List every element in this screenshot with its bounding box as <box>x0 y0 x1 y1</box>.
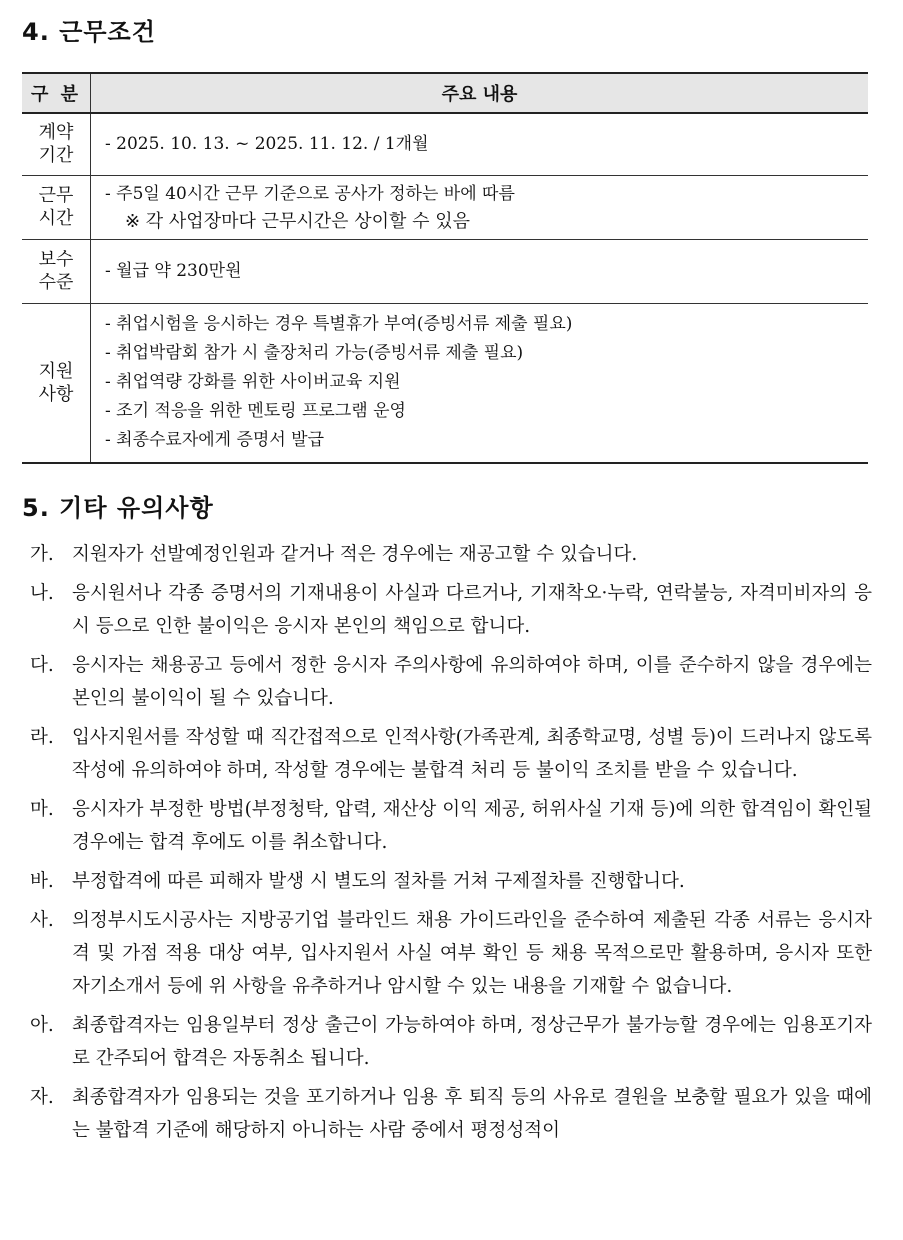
item-text: 지원자가 선발예정인원과 같거나 적은 경우에는 재공고할 수 있습니다. <box>72 544 638 565</box>
item-marker: 가. <box>30 544 54 565</box>
item-text: 응시자가 부정한 방법(부정청탁, 압력, 재산상 이익 제공, 허위사실 기재 등)에 의한 합격임이 확인될 경우에는 합격 후에도 이를 취소합니다. <box>72 799 872 853</box>
item-text: 입사지원서를 작성할 때 직간접적으로 인적사항(가족관계, 최종학교명, 성별 등)이 드러나지 않도록 작성에 유의하여야 하며, 작성할 경우에는 불합격 처리 등 불이익 조치를 받을 수 있습니다. <box>72 727 872 781</box>
list-item <box>30 577 872 643</box>
content-line: - 취업역량 강화를 위한 사이버교육 지원 <box>105 372 401 393</box>
table-header-row <box>22 73 868 113</box>
content-note: ※ 각 사업장마다 근무시간은 상이할 수 있음 <box>125 210 471 232</box>
item-text: 응시원서나 각종 증명서의 기재내용이 사실과 다르거나, 기재착오·누락, 연락불능, 자격미비자의 응시 등으로 인한 불이익은 응시자 본인의 책임으로 합니다. <box>72 583 872 637</box>
row-content <box>91 303 869 463</box>
section-4-heading: 4. 근무조건 <box>22 18 156 46</box>
notice-list <box>30 538 872 1153</box>
content-line: - 취업시험을 응시하는 경우 특별휴가 부여(증빙서류 제출 필요) <box>105 314 573 335</box>
item-marker: 나. <box>30 583 54 604</box>
section-5-heading: 5. 기타 유의사항 <box>22 494 214 522</box>
item-text: 응시자는 채용공고 등에서 정한 응시자 주의사항에 유의하여야 하며, 이를 준수하지 않을 경우에는 본인의 불이익이 될 수 있습니다. <box>72 655 872 709</box>
item-marker: 사. <box>30 910 54 931</box>
row-label: 보수 수준 <box>22 239 91 303</box>
list-item <box>30 649 872 715</box>
row-salary <box>22 239 868 303</box>
row-label: 지원 사항 <box>22 303 91 463</box>
item-text: 최종합격자가 임용되는 것을 포기하거나 임용 후 퇴직 등의 사유로 결원을 보충할 필요가 있을 때에는 불합격 기준에 해당하지 아니하는 사람 중에서 평정성적이 <box>72 1087 872 1141</box>
row-contract-period <box>22 113 868 175</box>
item-marker: 자. <box>30 1087 54 1108</box>
content-line: - 조기 적응을 위한 멘토링 프로그램 운영 <box>105 401 406 422</box>
list-item <box>30 865 872 898</box>
item-marker: 마. <box>30 799 54 820</box>
list-item <box>30 904 872 1003</box>
row-label: 근무 시간 <box>22 175 91 239</box>
content-line: - 최종수료자에게 증명서 발급 <box>105 430 325 451</box>
header-main-content: 주요 내용 <box>91 73 869 113</box>
row-content <box>91 239 869 303</box>
item-text: 의정부시도시공사는 지방공기업 블라인드 채용 가이드라인을 준수하여 제출된 각종 서류는 응시자격 및 가점 적용 대상 여부, 입사지원서 사실 여부 확인 등 채용 목적으로만 활용하며, 응시자 또한 자기소개서 등에 위 사항을 유추하거나 암시할 수 있는 내용을 기재할 수 없습니다. <box>72 910 872 997</box>
item-marker: 다. <box>30 655 54 676</box>
row-content <box>91 113 869 175</box>
content-line: - 주5일 40시간 근무 기준으로 공사가 정하는 바에 따름 <box>105 183 515 204</box>
list-item <box>30 793 872 859</box>
content-line: - 월급 약 230만원 <box>105 260 242 281</box>
item-text: 최종합격자는 임용일부터 정상 출근이 가능하여야 하며, 정상근무가 불가능할 경우에는 임용포기자로 간주되어 합격은 자동취소 됩니다. <box>72 1015 872 1069</box>
row-working-hours <box>22 175 868 239</box>
row-support <box>22 303 868 463</box>
list-item <box>30 1081 872 1147</box>
item-marker: 바. <box>30 871 54 892</box>
list-item <box>30 1009 872 1075</box>
item-marker: 라. <box>30 727 54 748</box>
row-content <box>91 175 869 239</box>
list-item <box>30 721 872 787</box>
work-conditions-table <box>22 72 868 464</box>
item-marker: 아. <box>30 1015 54 1036</box>
header-category: 구 분 <box>22 73 91 113</box>
list-item <box>30 538 872 571</box>
row-label: 계약 기간 <box>22 113 91 175</box>
item-text: 부정합격에 따른 피해자 발생 시 별도의 절차를 거쳐 구제절차를 진행합니다. <box>72 871 685 892</box>
content-line: - 2025. 10. 13. ~ 2025. 11. 12. / 1개월 <box>105 133 429 154</box>
content-line: - 취업박람회 참가 시 출장처리 가능(증빙서류 제출 필요) <box>105 343 524 364</box>
